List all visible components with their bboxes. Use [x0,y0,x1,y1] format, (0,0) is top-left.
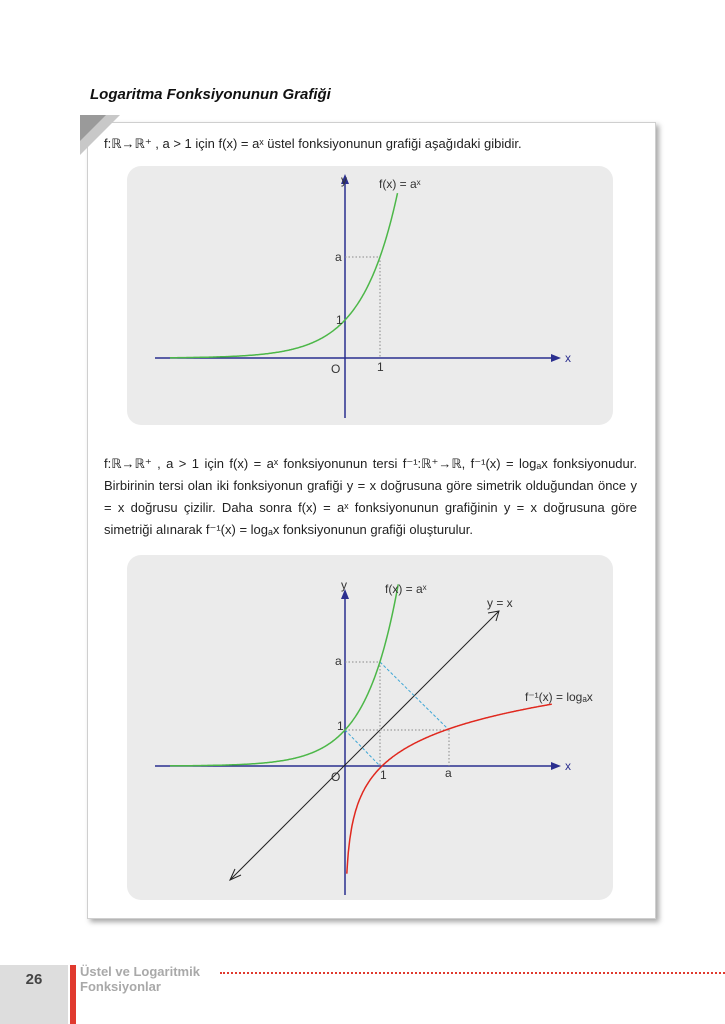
exp-curve [170,193,398,358]
chapter-title [80,964,200,994]
y-label: y [341,173,347,187]
x-axis-arrow-icon [551,762,561,770]
y-label: y [341,578,347,592]
explanation-paragraph: f:ℝ→ℝ⁺ , a > 1 için f(x) = aˣ fonksiyonunun tersi f⁻¹:ℝ⁺→ℝ, f⁻¹(x) = logₐx fonksiyonudur. Birbirinin tersi olan iki fonksiyonun grafiği y = x doğrusuna göre simetrik olduğundan önce y = x doğrusu çizilir. Daha sonra f(x) = aˣ fonksiyonunun grafiğinin y = x doğrusuna göre simetriği alınarak f⁻¹(x) = logₐx fonksiyonunun grafiği oluşturulur. [104,456,637,537]
x-label: x [565,759,571,773]
tick-1-x: 1 [380,768,387,782]
origin-label: O [331,362,341,376]
tick-a: a [335,250,342,264]
line-label: y = x [487,596,513,610]
graph-exponential [127,166,613,425]
tick-1-x: 1 [377,360,384,374]
tick-a-y: a [335,654,342,668]
exp-curve [170,584,398,765]
chapter-title-line1: Üstel ve Logaritmik [80,964,200,979]
symmetry-guides [345,662,449,766]
tick-1-y: 1 [337,719,344,733]
origin-label: O [331,770,341,784]
line-y-equals-x [230,611,499,880]
chapter-title-line2: Fonksiyonlar [80,979,161,994]
graph-logarithm-svg [127,555,613,900]
section-title: Logaritma Fonksiyonunun Grafiği [90,86,331,103]
f-label: f(x) = aˣ [379,177,421,191]
x-label: x [565,351,571,365]
tick-a-x: a [445,766,452,780]
f-label: f(x) = aˣ [385,582,427,596]
corner-decoration-dark [80,115,106,141]
graph-logarithm [127,555,613,900]
footer-dotted-line [220,972,725,974]
footer-accent-bar [70,965,76,1024]
intro-text: f:ℝ→ℝ⁺ , a > 1 için f(x) = aˣ üstel fonksiyonunun grafiği aşağıdaki gibidir. [104,136,522,151]
inverse-label: f⁻¹(x) = logₐx [525,690,593,704]
page-number: 26 [0,965,68,1024]
graph-exponential-svg [127,166,613,425]
guides [345,662,449,766]
x-axis-arrow-icon [551,354,561,362]
tick-1-y: 1 [336,313,343,327]
